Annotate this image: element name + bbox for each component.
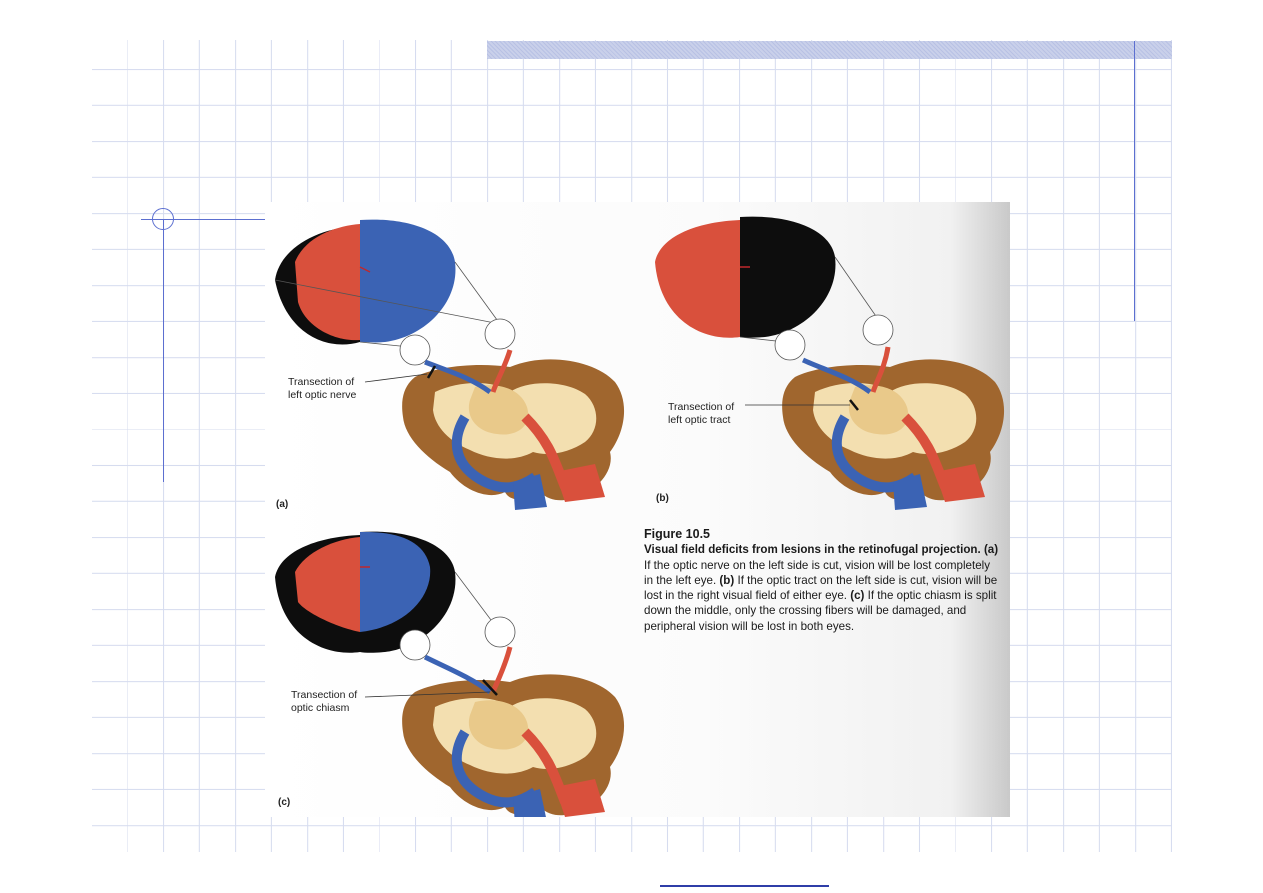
lesion-label-c: Transection of optic chiasm [291, 689, 358, 714]
caption-key-c: (c) [850, 589, 865, 603]
slide-corner-circle [152, 208, 174, 230]
caption-text-a: If the optic nerve on the left side is cut, vision will be lost completely in the left eye. [644, 558, 991, 587]
slide-margin-top [0, 0, 1263, 40]
lesion-label-a: Transection of left optic nerve [288, 376, 357, 401]
slide-footer-link[interactable] [660, 885, 829, 887]
figure-title: Visual field deficits from lesions in the retinofugal projection. [644, 543, 981, 557]
slide-header-bar [487, 41, 1172, 59]
slide-accent-line-right [1134, 41, 1135, 321]
caption-text-c: If the optic chiasm is split down the middle, only the crossing fibers will be damaged, and peripheral vision will be lost in both eyes. [644, 589, 997, 633]
figure-number: Figure 10.5 [644, 527, 710, 541]
caption-text-b: If the optic tract on the left side is cut, vision will be lost in the right visual field of either eye. [644, 573, 998, 603]
caption-key-a: (a) [983, 543, 999, 557]
slide-margin-right [1172, 0, 1263, 893]
slide-accent-line-left [163, 220, 164, 482]
slide-margin-left [0, 0, 92, 893]
panel-letter-a: (a) [276, 499, 289, 510]
lesion-label-b: Transection of left optic tract [668, 401, 735, 426]
caption-key-b: (b) [719, 573, 735, 587]
figure-caption [644, 527, 1001, 634]
panel-letter-b: (b) [656, 493, 669, 504]
visual-pathway-illustrations [265, 202, 1010, 817]
slide-margin-bottom [0, 852, 1263, 893]
panel-letter-c: (c) [278, 797, 291, 808]
textbook-figure [265, 202, 1010, 817]
